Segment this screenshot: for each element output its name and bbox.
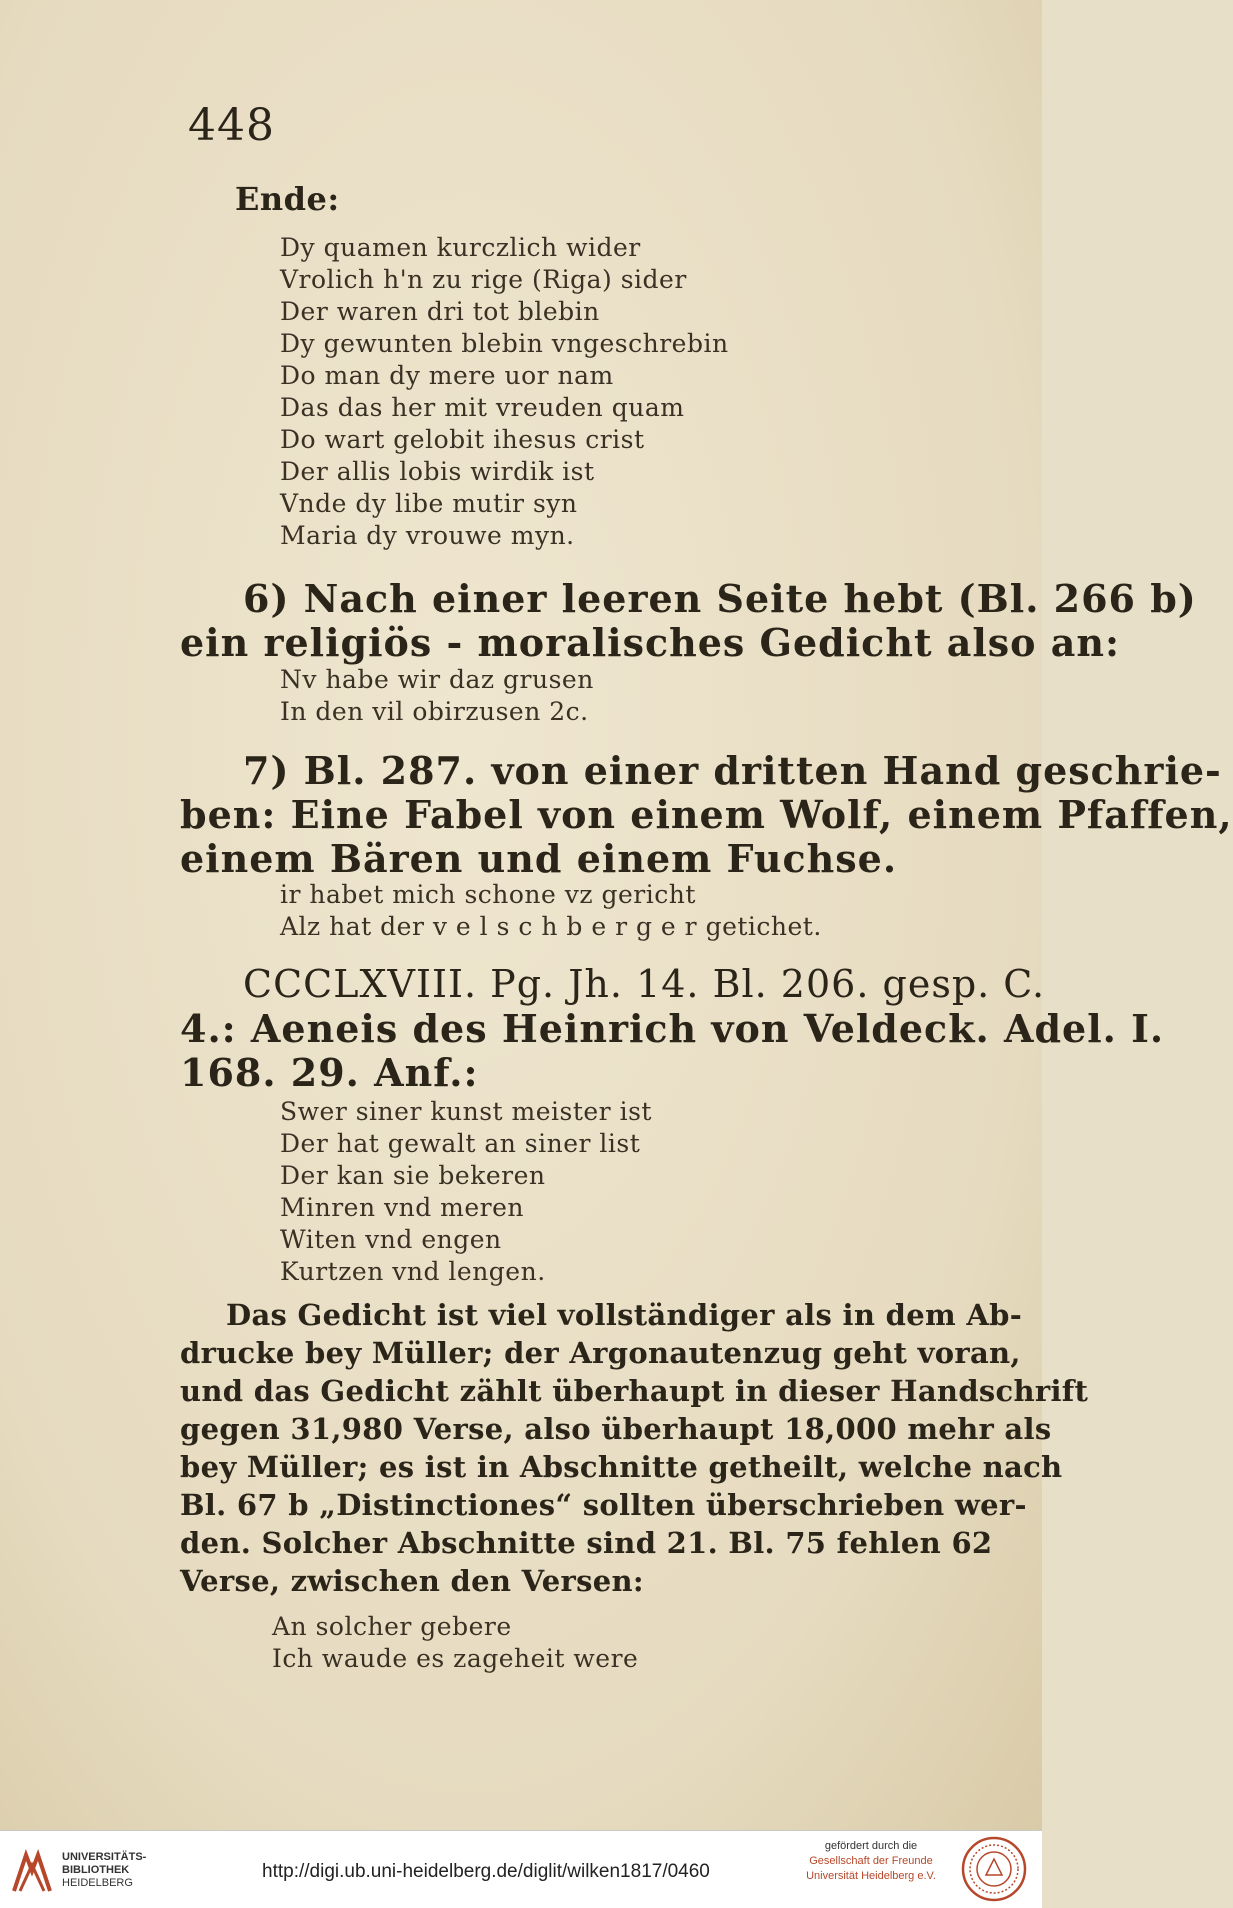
verse-line: Maria dy vrouwe myn. <box>280 521 575 550</box>
permalink-url[interactable]: http://digi.ub.uni-heidelberg.de/diglit/wilken1817/0460 <box>262 1861 710 1882</box>
verse-line: In den vil obirzusen 2c. <box>280 697 589 726</box>
paragraph-line: Verse, zwischen den Versen: <box>180 1564 644 1598</box>
verse-line: Der kan sie bekeren <box>280 1161 546 1190</box>
paragraph-line: den. Solcher Abschnitte sind 21. Bl. 75 fehlen 62 <box>180 1526 993 1560</box>
verse-line: Ich waude es zageheit were <box>272 1644 639 1673</box>
sponsor-label: gefördert durch die <box>824 1840 918 1852</box>
paragraph-line: bey Müller; es ist in Abschnitte getheilt, welche nach <box>180 1450 1063 1484</box>
paragraph-line: 7) Bl. 287. von einer dritten Hand geschrie- <box>243 748 1222 793</box>
paragraph-line: einem Bären und einem Fuchse. <box>180 836 898 881</box>
verse-line: Alz hat der v e l s c h b e r g e r getichet. <box>280 912 822 941</box>
library-name-line: UNIVERSITÄTS- <box>62 1851 147 1863</box>
viewer-footer <box>0 1830 1042 1908</box>
verse-line: Swer siner kunst meister ist <box>280 1097 652 1126</box>
verse-line: Kurtzen vnd lengen. <box>280 1257 546 1286</box>
paragraph-line: 168. 29. Anf.: <box>180 1050 479 1095</box>
verse-line: Do wart gelobit ihesus crist <box>280 425 645 454</box>
paragraph-line: ben: Eine Fabel von einem Wolf, einem Pfaffen, <box>180 792 1233 837</box>
paragraph-line: 4.: Aeneis des Heinrich von Veldeck. Adel. I. <box>180 1006 1165 1051</box>
paragraph-line: drucke bey Müller; der Argonautenzug geht voran, <box>180 1336 1021 1370</box>
verse-line: An solcher gebere <box>272 1612 512 1641</box>
verse-line: Witen vnd engen <box>280 1225 502 1254</box>
paragraph-line: gegen 31,980 Verse, also überhaupt 18,000 mehr als <box>180 1412 1052 1446</box>
verse-line: Dy quamen kurczlich wider <box>280 233 641 262</box>
verse-line: Der waren dri tot blebin <box>280 297 600 326</box>
sponsor-org-line[interactable]: Gesellschaft der Freunde <box>809 1855 933 1867</box>
page-number: 448 <box>188 100 275 151</box>
section-heading: Ende: <box>235 180 340 218</box>
verse-line: Der allis lobis wirdik ist <box>280 457 595 486</box>
verse-line: ir habet mich schone vz gericht <box>280 880 696 909</box>
verse-line: Vrolich h'n zu rige (Riga) sider <box>280 265 687 294</box>
verse-line: Dy gewunten blebin vngeschrebin <box>280 329 729 358</box>
paragraph-line: CCCLXVIII. Pg. Jh. 14. Bl. 206. gesp. C. <box>243 962 1046 1006</box>
verse-line: Nv habe wir daz grusen <box>280 665 594 694</box>
verse-line: Das das her mit vreuden quam <box>280 393 685 422</box>
library-name <box>62 1851 146 1890</box>
verse-line: Vnde dy libe mutir syn <box>280 489 578 518</box>
paragraph-line: 6) Nach einer leeren Seite hebt (Bl. 266 b) <box>243 576 1197 621</box>
paragraph-line: Das Gedicht ist viel vollständiger als in dem Ab- <box>226 1298 1023 1332</box>
verse-line: Der hat gewalt an siner list <box>280 1129 641 1158</box>
verse-line: Minren vnd meren <box>280 1193 525 1222</box>
library-name-line: BIBLIOTHEK <box>62 1864 130 1876</box>
paragraph-line: ein religiös - moralisches Gedicht also an: <box>180 620 1121 665</box>
paragraph-line: Bl. 67 b „Distinctiones“ sollten überschrieben wer- <box>180 1488 1027 1522</box>
verse-line: Do man dy mere uor nam <box>280 361 614 390</box>
sponsor-org-line[interactable]: Universität Heidelberg e.V. <box>806 1870 936 1882</box>
library-name-line: HEIDELBERG <box>62 1877 133 1889</box>
university-seal-icon <box>960 1835 1028 1903</box>
paragraph-line: und das Gedicht zählt überhaupt in dieser Handschrift <box>180 1374 1089 1408</box>
sponsor-block <box>796 1839 946 1884</box>
library-logo-icon[interactable] <box>8 1845 56 1899</box>
